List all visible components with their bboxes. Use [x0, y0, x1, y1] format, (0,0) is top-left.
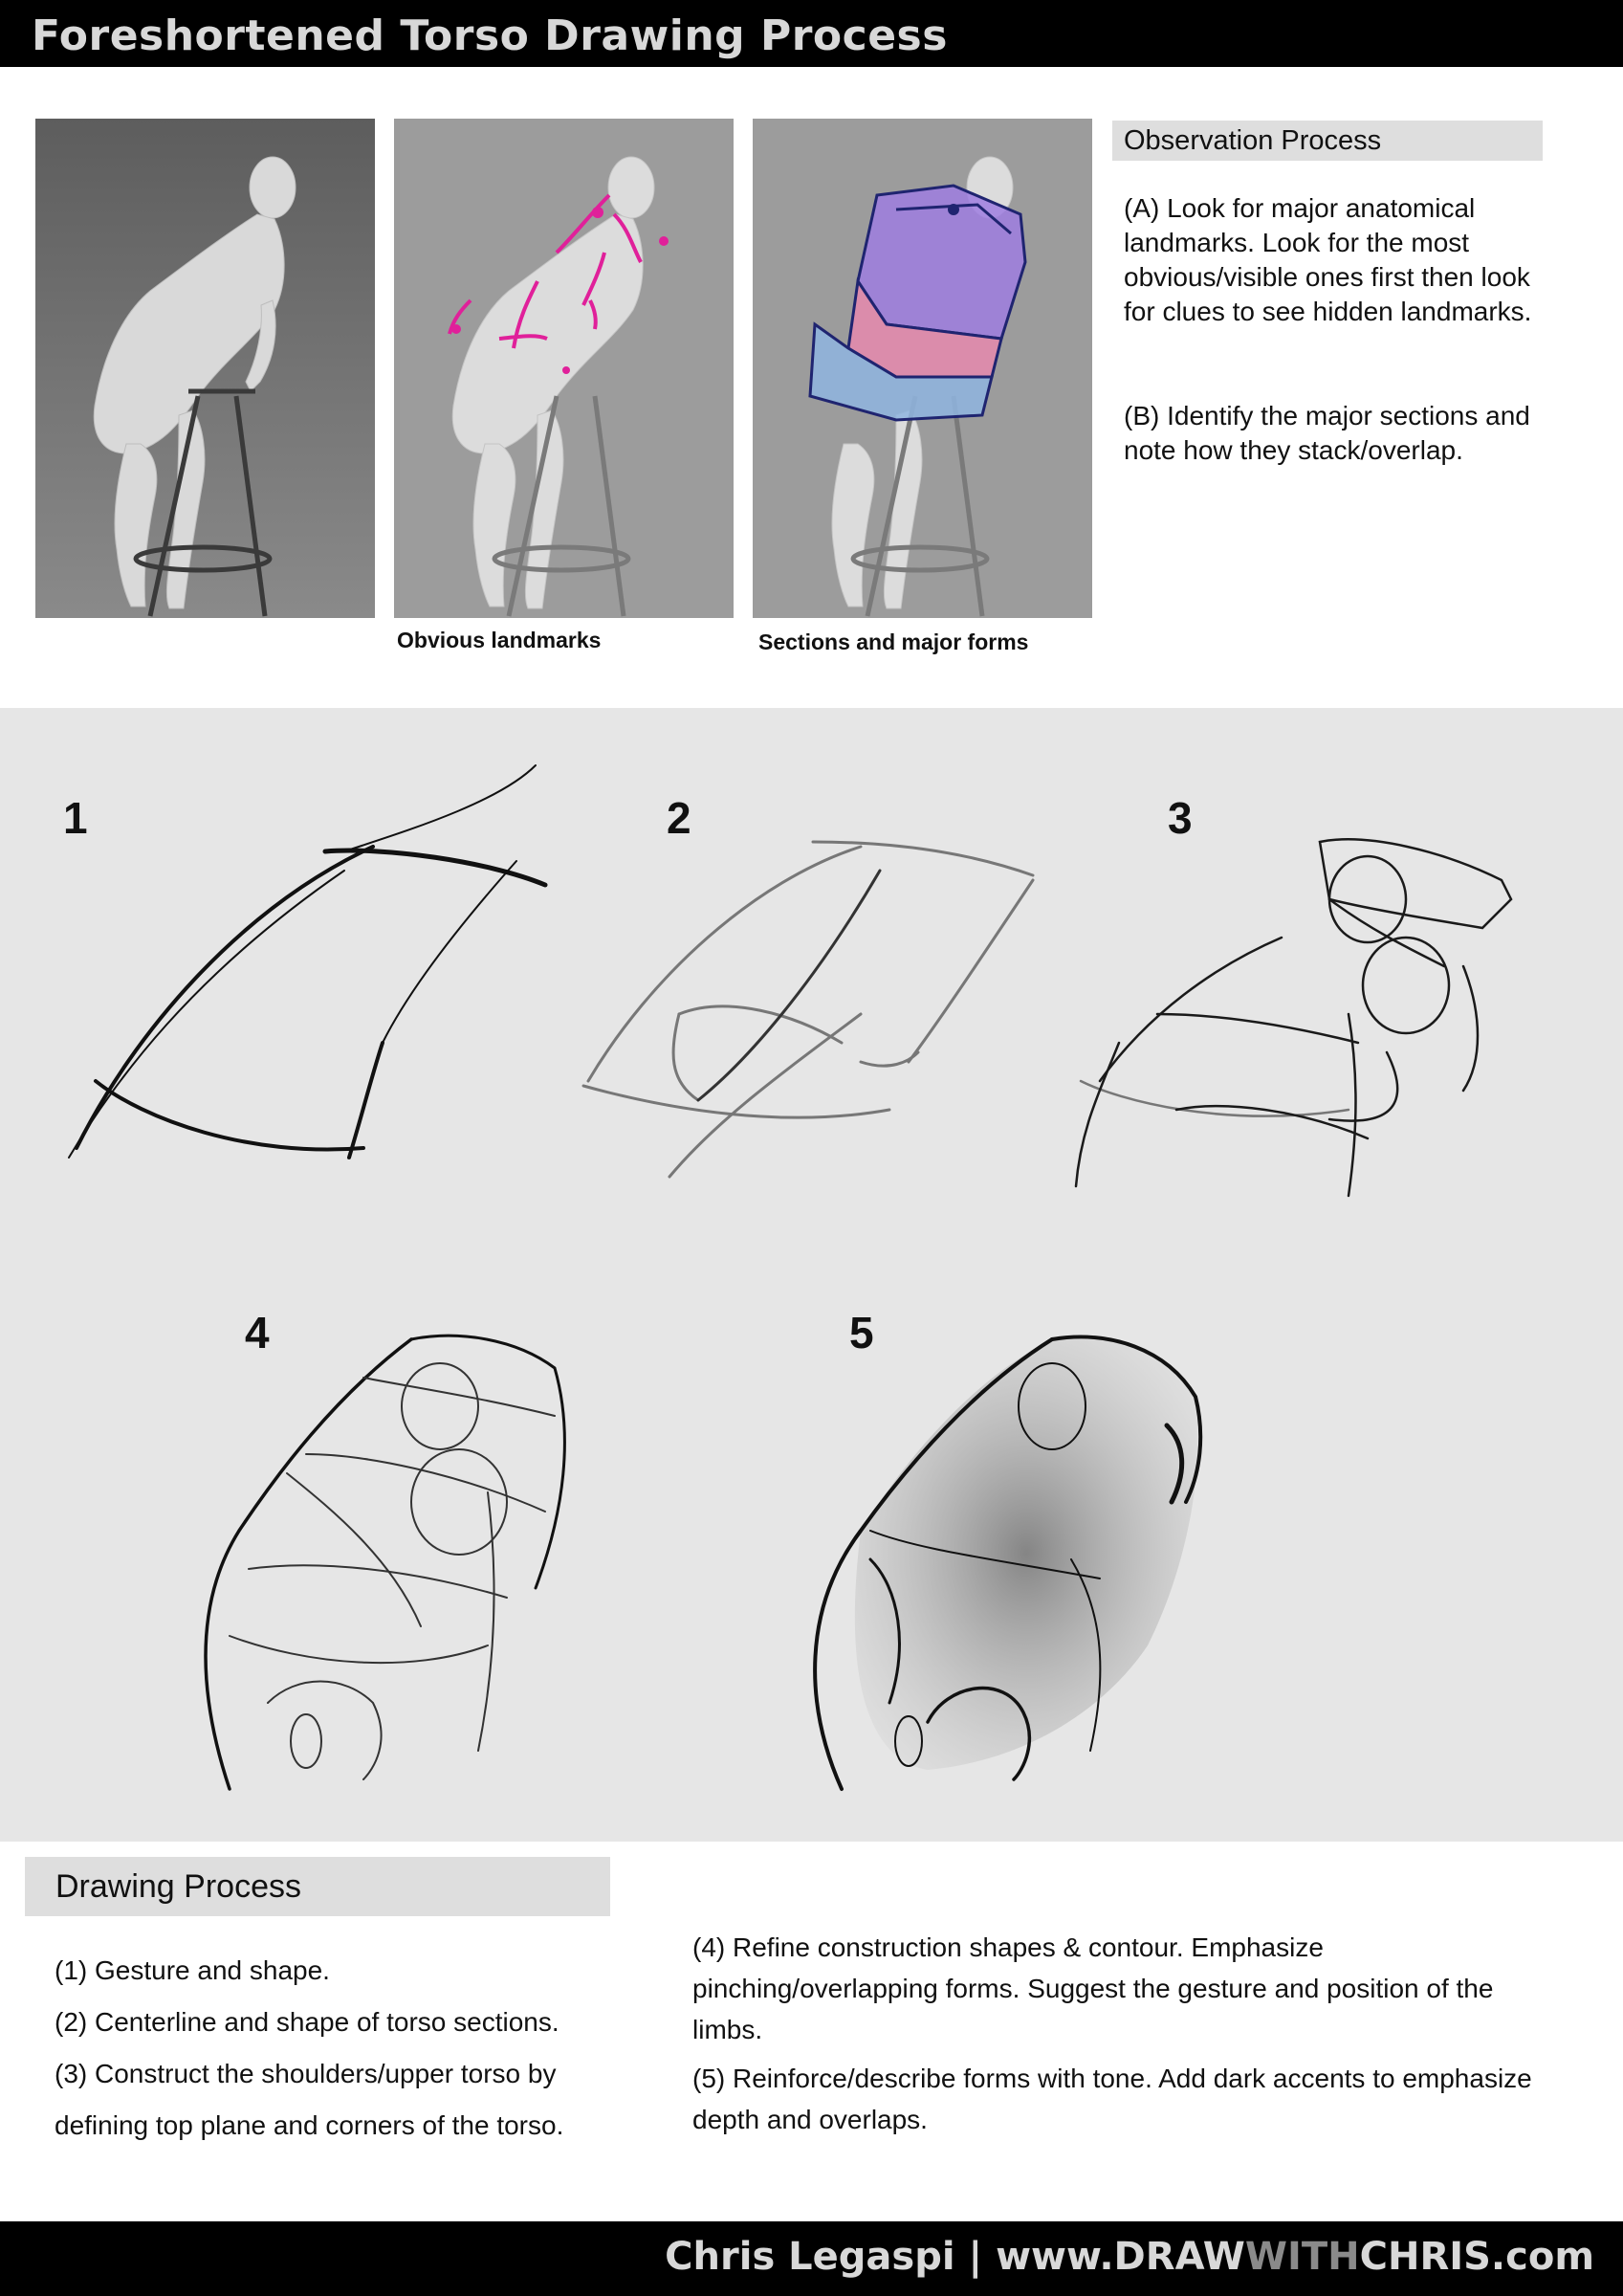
- landmarks-caption: Obvious landmarks: [397, 628, 602, 652]
- sections-photo: [753, 119, 1092, 618]
- drawing-step-5-text: (5) Reinforce/describe forms with tone. Add dark accents to emphasize depth and overlaps.: [692, 2064, 1532, 2134]
- drawing-process-header: [25, 1857, 610, 1916]
- footer-site-suffix: CHRIS.com: [1359, 2235, 1594, 2279]
- footer-author: Chris Legaspi: [665, 2235, 955, 2279]
- reference-figure-image: [35, 119, 375, 618]
- sketch-step-4: [172, 1320, 622, 1799]
- footer-site-prefix: www.DRAW: [996, 2235, 1245, 2279]
- sections-caption: Sections and major forms: [758, 629, 1029, 654]
- drawing-step-4-text: (4) Refine construction shapes & contour. Emphasize pinching/overlapping forms. Suggest the gesture and position of the limbs.: [692, 1932, 1494, 2044]
- drawing-step-1-text: (1) Gesture and shape.: [55, 1955, 330, 1985]
- step-number-1: 1: [63, 793, 88, 843]
- footer-site-highlight: WITH: [1244, 2235, 1360, 2279]
- page-title: Foreshortened Torso Drawing Process: [32, 11, 948, 60]
- title-bar: [0, 0, 1623, 67]
- sketch-step-3: [1062, 823, 1559, 1205]
- footer-separator: |: [968, 2235, 983, 2279]
- sections-figure-image: [753, 119, 1092, 618]
- sketch-step-1: [57, 756, 555, 1177]
- sketch-step-2: [574, 823, 1052, 1186]
- footer-credit: [665, 2235, 1594, 2279]
- footer-bar: [0, 2221, 1623, 2296]
- step-number-4: 4: [245, 1308, 270, 1358]
- reference-photo: [35, 119, 375, 618]
- sketch-step-5: [784, 1320, 1243, 1799]
- observation-paragraph-b: (B) Identify the major sections and note how they stack/overlap.: [1124, 401, 1530, 465]
- observation-header: [1112, 121, 1543, 161]
- drawing-process-title: Drawing Process: [55, 1868, 301, 1905]
- step-number-5: 5: [849, 1308, 874, 1358]
- observation-paragraph-a: (A) Look for major anatomical landmarks. Look for the most obvious/visible ones first then look for clues to see hidden landmarks.: [1124, 193, 1532, 326]
- drawing-step-3-text: (3) Construct the shoulders/upper torso by: [55, 2059, 557, 2088]
- drawing-step-2-text: (2) Centerline and shape of torso sections.: [55, 2007, 559, 2037]
- landmarks-figure-image: [394, 119, 734, 618]
- landmarks-photo: [394, 119, 734, 618]
- drawing-step-3-text-continued: defining top plane and corners of the torso.: [55, 2110, 564, 2140]
- step-number-2: 2: [667, 793, 691, 843]
- drawing-process-box: [23, 1843, 1599, 2197]
- step-number-3: 3: [1168, 793, 1193, 843]
- observation-title: Observation Process: [1124, 125, 1382, 156]
